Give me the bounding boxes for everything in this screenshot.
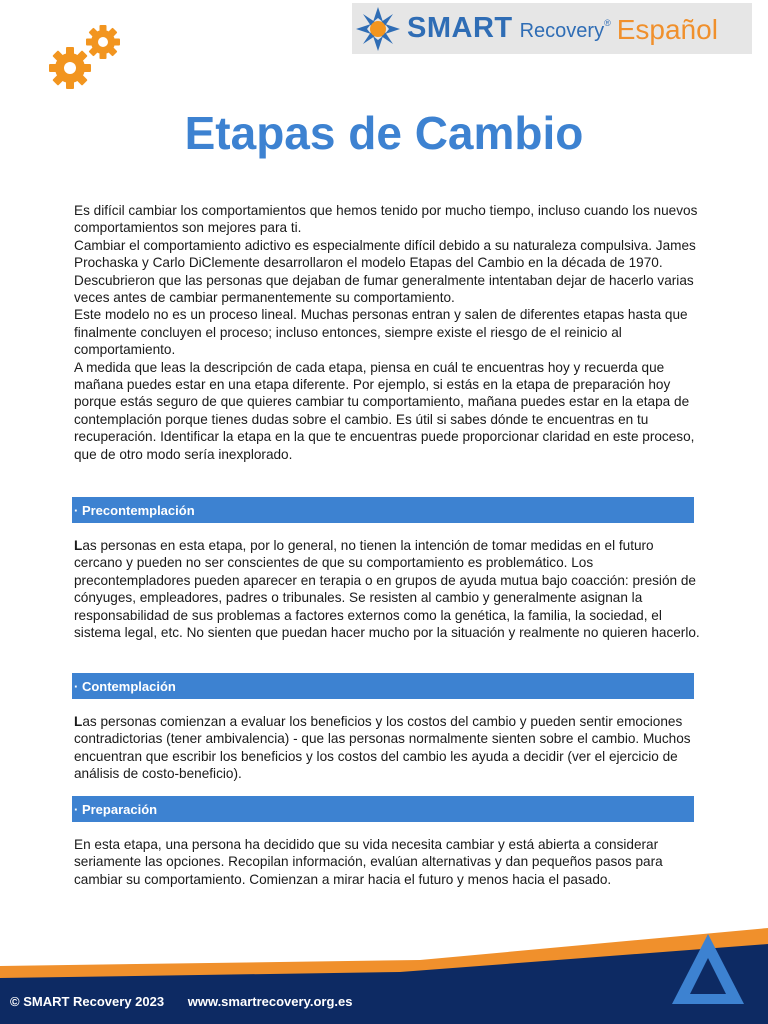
section-text: as personas comienzan a evaluar los beneficios y los costos del cambio y pueden sentir emociones contradictorias (tener ambivalencia) - que las personas normalmente sienten sobre el cambio. Muchos encuentran que escribir los beneficios y los costos del cambio les ayuda a decidir (ver el ejercicio de análisis de costo-beneficio). xyxy=(74,714,691,782)
intro-paragraph: Cambiar el comportamiento adictivo es especialmente difícil debido a su naturaleza compulsiva. James Prochaska y Carlo DiClemente desarrollaron el modelo Etapas del Cambio en la década de 1970. xyxy=(74,237,696,271)
footer-text xyxy=(10,994,352,1009)
section-body-preparacion xyxy=(74,836,700,888)
intro-paragraph: Descubrieron que las personas que dejaban de fumar generalmente intentaban dejar de hacerlo varias veces antes de cambiar permanentemente su comportamiento. xyxy=(74,272,694,306)
logo-recovery-text: Recovery® xyxy=(519,18,611,42)
section-heading: · Precontemplación xyxy=(74,502,195,518)
section-body-precontemplacion xyxy=(74,537,700,641)
gears-icon xyxy=(46,22,126,94)
smart-star-icon xyxy=(355,6,401,52)
drop-letter: L xyxy=(74,538,83,553)
section-heading: · Preparación xyxy=(74,801,158,817)
footer-copyright: © SMART Recovery 2023 xyxy=(10,994,165,1009)
section-header-preparacion xyxy=(72,796,694,822)
page-title: Etapas de Cambio xyxy=(184,107,584,159)
intro-paragraph: Este modelo no es un proceso lineal. Muchas personas entran y salen de diferentes etapas hasta que finalmente concluyen el proceso; incluso entonces, siempre existe el riesgo de el reinicio al comportamiento. xyxy=(74,307,688,358)
section-body-contemplacion xyxy=(74,713,700,783)
section-heading: · Contemplación xyxy=(74,678,176,694)
logo-espanol-text: Español xyxy=(616,13,718,45)
brand-logo xyxy=(352,3,752,54)
section-header-contemplacion xyxy=(72,673,694,699)
footer-url-link[interactable]: www.smartrecovery.org.es xyxy=(187,994,353,1009)
logo-smart-text: SMART xyxy=(407,12,513,44)
section-text: En esta etapa, una persona ha decidido que su vida necesita cambiar y está abierta a considerar seriamente las opciones. Recopilan información, evalúan alternativas y dan pequeños pasos para cambiar su comportamiento. Comienzan a mirar hacia el futuro y menos hacia el pasado. xyxy=(74,837,663,887)
intro-paragraph: A medida que leas la descripción de cada etapa, piensa en cuál te encuentras hoy y recuerda que mañana puedes estar en una etapa diferente. Por ejemplo, si estás en la etapa de preparación hoy porque estás seguro de que quieres cambiar tu comportamiento, mañana puedes estar en la etapa de contemplación porque tienes dudas sobre el cambio. Es útil si sabes dónde te encuentras en tu recuperación. Identificar la etapa en la que te encuentras puede proporcionar claridad en este proceso, que de otro modo sería inexplorado. xyxy=(74,359,695,462)
intro-text xyxy=(74,202,700,463)
triangle-a-icon xyxy=(670,932,746,1006)
intro-paragraph: Es difícil cambiar los comportamientos que hemos tenido por mucho tiempo, incluso cuando los nuevos comportamientos son mejores para ti. xyxy=(74,203,698,236)
drop-letter: L xyxy=(74,714,83,729)
section-text: as personas en esta etapa, por lo general, no tienen la intención de tomar medidas en el futuro cercano y pueden no ser conscientes de que su comportamiento es problemático. Los precontempladores pueden aparecer en terapia o en grupos de ayuda mutua bajo coacción: presión de cónyuges, empleadores, padres o tribunales. Se resisten al cambio y generalmente asignan la responsabilidad de sus problemas a factores externos como la genética, la familia, la sociedad, el sistema legal, etc. No sienten que puedan hacer mucho por la situación y realmente no quieren hacerlo. xyxy=(74,538,700,641)
section-header-precontemplacion xyxy=(72,497,694,523)
